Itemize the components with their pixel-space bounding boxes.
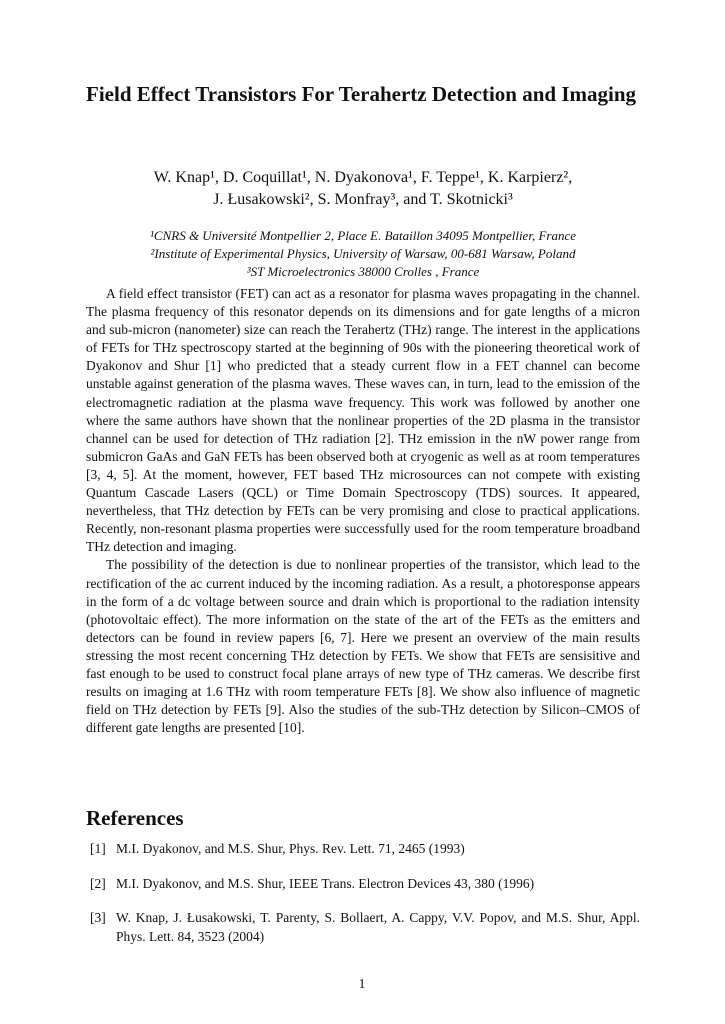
references-heading: References (86, 806, 184, 830)
author-line-1: W. Knap¹, D. Coquillat¹, N. Dyakonova¹, F. Teppe¹, K. Karpierz², (153, 169, 573, 186)
affiliation-2: ²Institute of Experimental Physics, University of Warsaw, 00-681 Warsaw, Poland (150, 246, 576, 261)
reference-text: W. Knap, J. Łusakowski, T. Parenty, S. Bollaert, A. Cappy, V.V. Popov, and M.S. Shur, Appl. Phys. Lett. 84, 3523 (2004) (116, 910, 640, 944)
reference-list (86, 840, 640, 946)
reference-item (86, 840, 640, 859)
page-number: 1 (358, 976, 366, 991)
body-text (86, 285, 640, 737)
reference-text: M.I. Dyakonov, and M.S. Shur, Phys. Rev. Lett. 71, 2465 (1993) (116, 841, 465, 856)
reference-item (86, 875, 640, 894)
reference-number: [2] (90, 875, 106, 891)
paragraph-2: The possibility of the detection is due to nonlinear properties of the transistor, which lead to the rectification of the ac current induced by the incoming radiation. As a result, a photoresponse appears in the form of a dc voltage between source and drain which is proportional to the radiation intensity (photovoltaic effect). The more information on the state of the art of the FETs as the emitters and detectors can be found in review papers [6, 7]. Here we present an overview of the main results stressing the most recent concerning THz detection by FETs. We show that FETs are sensisitive and fast enough to be used to construct focal plane arrays of new type of THz cameras. We describe first results on imaging at 1.6 THz with room temperature FETs [8]. We show also influence of magnetic field on THz detection by FETs [9]. Also the studies of the sub-THz detection by Silicon–CMOS of different gate lengths are presented [10]. (86, 557, 640, 736)
reference-item (86, 909, 640, 946)
affiliation-3: ³ST Microelectronics 38000 Crolles , France (246, 264, 480, 279)
reference-number: [3] (90, 910, 106, 925)
reference-text: M.I. Dyakonov, and M.S. Shur, IEEE Trans. Electron Devices 43, 380 (1996) (116, 875, 535, 891)
author-line-2: J. Łusakowski², S. Monfray³, and T. Skotnicki³ (213, 191, 513, 208)
affiliation-1: ¹CNRS & Université Montpellier 2, Place E. Bataillon 34095 Montpellier, France (150, 228, 576, 243)
paper-title: Field Effect Transistors For Terahertz Detection and Imaging (86, 82, 637, 106)
reference-number: [1] (90, 841, 106, 856)
paragraph-1: A field effect transistor (FET) can act as a resonator for plasma waves propagating in the channel. The plasma frequency of this resonator depends on its dimensions and for gate lengths of a micron and sub-micron (nanometer) size can reach the Terahertz (THz) range. The interest in the applications of FETs for THz spectroscopy started at the beginning of 90s with the pioneering theoretical work of Dyakonov and Shur [1] who predicted that a steady current flow in a FET channel can become unstable against generation of the plasma waves. These waves can, in turn, lead to the emission of the electromagnetic radiation at the plasma wave frequency. This work was followed by another one where the same authors have shown that the nonlinear properties of the 2D plasma in the transistor channel can be used for detection of THz radiation [2]. THz emission in the nW power range from submicron GaAs and GaN FETs has been observed both at cryogenic as well as at room temperatures [3, 4, 5]. At the moment, however, FET based THz microsources can not compete with existing Quantum Cascade Lasers (QCL) or Time Domain Spectroscopy (TDS) sources. It appeared, nevertheless, that THz detection by FETs can be very promising and close to practical applications. Recently, non-resonant plasma properties were successfully used for the room temperature broadband THz detection and imaging. (86, 286, 640, 555)
author-list (86, 167, 640, 211)
affiliation-list (86, 227, 640, 281)
